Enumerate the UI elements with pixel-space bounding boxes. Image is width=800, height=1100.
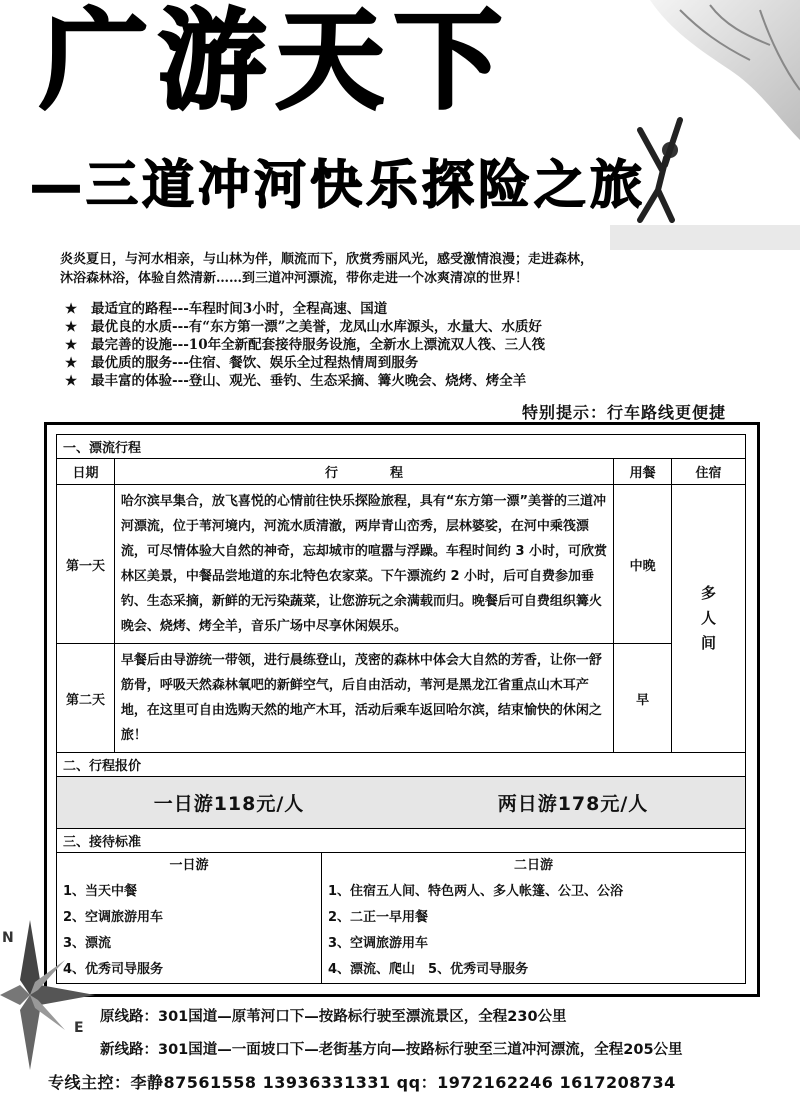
poster-title: 广游天下 <box>40 0 513 124</box>
intro-line: 炎炎夏日，与河水相亲，与山林为伴，顺流而下，欣赏秀丽风光，感受激情浪漫；走进森林， <box>60 252 594 267</box>
day-itinerary: 哈尔滨早集合，放飞喜悦的心情前往快乐探险旅程，具有“东方第一漂”美誉的三道冲河漂流，位于苇河境内，河流水质清澈，两岸青山峦秀，层林婆娑，在河中乘筏漂流，可尽情体验大自然的神奇，忘却城市的喧嚣与浮躁。车程时间约 3 小时，可欣赏林区美景，中餐品尝地道的东北特色农家菜。下午漂流约 2 小时，后可自费参加垂钓、生态采摘，新鲜的无污染蔬菜，让您游玩之余满载而归。晚餐后可自费组织篝火晚会、烧烤、烤全羊，音乐广场中尽享休闲娱乐。 <box>114 485 613 644</box>
itinerary-table <box>56 434 746 984</box>
feature-item: ★ 最丰富的体验---登山、观光、垂钓、生态采摘、篝火晚会、烧烤、烤全羊 <box>65 373 527 389</box>
compass-e-label: E <box>74 1020 84 1036</box>
two-day-standards <box>322 853 745 983</box>
list-item: 3、空调旅游用车 <box>328 936 429 951</box>
list-item: 1、当天中餐 <box>63 884 138 899</box>
standards-column-title: 一日游 <box>169 858 209 873</box>
list-item: 2、二正一早用餐 <box>328 910 429 925</box>
feature-item: ★ 最适宜的路程---车程时间3小时，全程高速、国道 <box>65 301 388 317</box>
feature-item: ★ 最优良的水质---有“东方第一漂”之美誉，龙凤山水库源头，水量大、水质好 <box>65 319 542 335</box>
compass-icon <box>0 920 95 1070</box>
list-item: 4、漂流、爬山 5、优秀司导服务 <box>328 962 529 977</box>
feature-list <box>65 300 705 390</box>
intro-line: 沐浴森林浴，体验自然清新……到三道冲河漂流，带你走进一个冰爽清凉的世界！ <box>60 271 529 286</box>
day-label: 第二天 <box>57 644 115 753</box>
day-meal: 早 <box>614 644 672 753</box>
list-item: 4、优秀司导服务 <box>63 962 164 977</box>
section-title: 三、接待标准 <box>57 829 746 853</box>
old-route: 原线路：301国道—原苇河口下—按路标行驶至漂流景区，全程230公里 <box>100 1009 567 1025</box>
table-row <box>57 644 746 753</box>
two-day-price: 两日游178元/人 <box>497 793 649 815</box>
column-header-meal: 用餐 <box>614 459 672 485</box>
section-title: 二、行程报价 <box>57 753 746 777</box>
section-title: 一、漂流行程 <box>57 435 746 459</box>
one-day-standards <box>57 853 322 983</box>
feature-item: ★ 最完善的设施---10年全新配套接待服务设施，全新水上漂流双人筏、三人筏 <box>65 337 546 353</box>
day-meal: 中晚 <box>614 485 672 644</box>
star-icon: ★ <box>65 319 78 335</box>
day-label: 第一天 <box>57 485 115 644</box>
star-icon: ★ <box>65 337 78 353</box>
star-icon: ★ <box>65 301 78 317</box>
standards-column-title: 二日游 <box>513 858 553 873</box>
list-item: 3、漂流 <box>63 936 112 951</box>
price-row <box>57 777 746 829</box>
star-icon: ★ <box>65 373 78 389</box>
day-itinerary: 早餐后由导游统一带领，进行晨练登山，茂密的森林中体会大自然的芳香，让你一舒筋骨，呼吸天然森林氧吧的新鲜空气，后自由活动，苇河是黑龙江省重点山木耳产地，在这里可自由选购天然的地产木耳，活动后乘车返回哈尔滨，结束愉快的休闲之旅！ <box>114 644 613 753</box>
star-icon: ★ <box>65 355 78 371</box>
table-row <box>57 485 746 644</box>
contact-line: 专线主控：李静87561558 13936331331 qq：1972162246 1617208734 <box>48 1073 676 1092</box>
standards-cell <box>57 853 746 984</box>
column-header-stay: 住宿 <box>672 459 746 485</box>
list-item: 2、空调旅游用车 <box>63 910 164 925</box>
intro-text <box>60 250 700 288</box>
one-day-price: 一日游118元/人 <box>153 793 305 815</box>
feature-item: ★ 最优质的服务---住宿、餐饮、娱乐全过程热情周到服务 <box>65 355 419 371</box>
column-header-route: 行 程 <box>114 459 613 485</box>
new-route: 新线路：301国道—一面坡口下—老街基方向—按路标行驶至三道冲河漂流，全程205公里 <box>100 1042 683 1058</box>
stay-type: 多 人 间 <box>672 485 746 753</box>
list-item: 1、住宿五人间、特色两人、多人帐篷、公卫、公浴 <box>328 884 624 899</box>
column-header-date: 日期 <box>57 459 115 485</box>
special-tip: 特别提示：行车路线更便捷 <box>522 403 727 422</box>
poster-subtitle: —三道冲河快乐探险之旅 <box>30 156 647 216</box>
compass-n-label: N <box>2 930 14 946</box>
